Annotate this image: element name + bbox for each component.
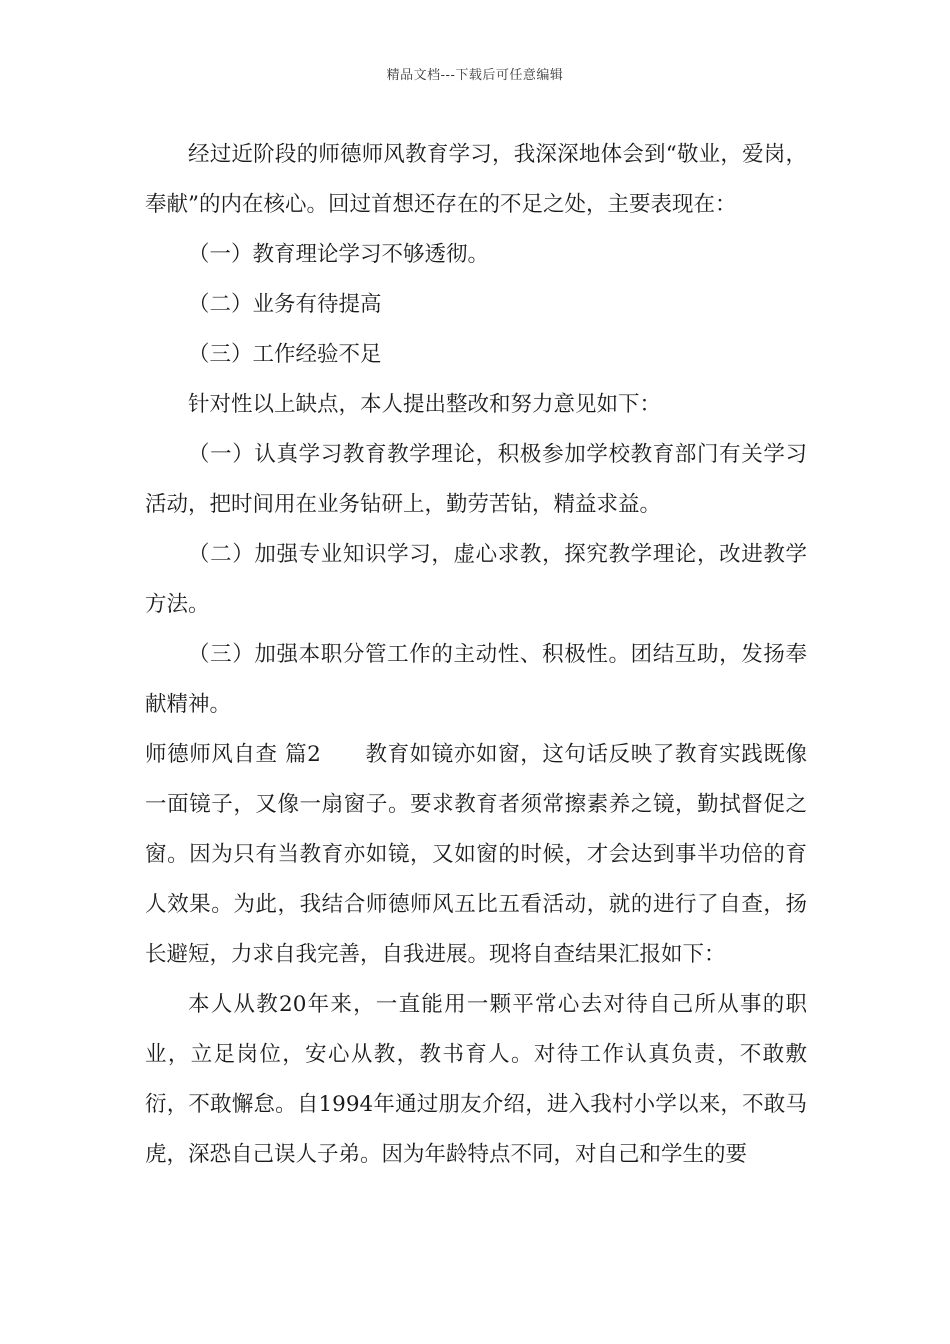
paragraph: 经过近阶段的师德师风教育学习，我深深地体会到“敬业，爱岗，奉献”的内在核心。回过首想还存在的不足之处，主要表现在： <box>145 142 807 217</box>
list-item: （一）认真学习教育教学理论，积极参加学校教育部门有关学习活动，把时间用在业务钻研上，勤劳苦钻，精益求益。 <box>145 442 807 517</box>
list-item: （二）加强专业知识学习，虚心求教，探究教学理论，改进教学方法。 <box>145 542 807 617</box>
list-item: （三）加强本职分管工作的主动性、积极性。团结互助，发扬奉献精神。 <box>145 642 807 717</box>
paragraph: 针对性以上缺点，本人提出整改和努力意见如下： <box>188 392 662 417</box>
page-header: 精品文档---下载后可任意编辑 <box>386 68 564 83</box>
section-text: 教育如镜亦如窗，这句话反映了教育实践既像一面镜子，又像一扇窗子。要求教育者须常擦素养之镜，勤拭督促之窗。因为只有当教育亦如镜，又如窗的时候，才会达到事半功倍的育人效果。为此，我结合师德师风五比五看活动，就的进行了自查，扬长避短，力求自我完善，自我进展。现将自查结果汇报如下： <box>145 742 807 967</box>
list-item: （一）教育理论学习不够透彻。 <box>188 242 490 267</box>
paragraph: 本人从教20年来，一直能用一颗平常心去对待自己所从事的职业，立足岗位，安心从教，教书育人。对待工作认真负责，不敢敷衍，不敢懈怠。自1994年通过朋友介绍，进入我村小学以来，不敢马虎，深恐自己误人子弟。因为年龄特点不同，对自己和学生的要 <box>145 992 807 1167</box>
section-paragraph <box>145 730 807 980</box>
section-title: 师德师风自查 篇2 <box>145 742 321 767</box>
list-item: （二）业务有待提高 <box>188 292 382 317</box>
document-body <box>145 130 807 1180</box>
list-item: （三）工作经验不足 <box>188 342 382 367</box>
